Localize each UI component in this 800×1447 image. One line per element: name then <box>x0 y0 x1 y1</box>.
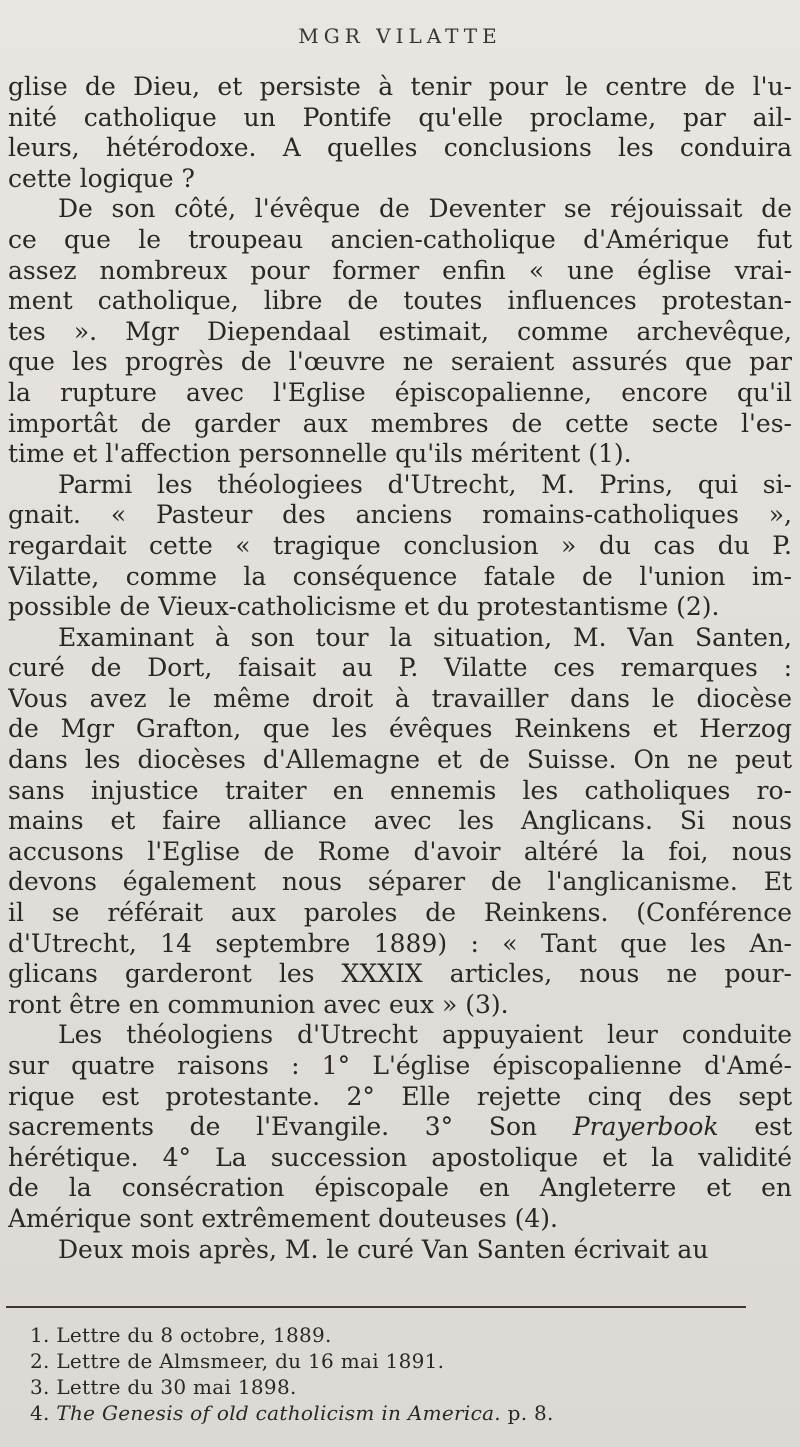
text-line: nité catholique un Pontife qu'elle proclame, par ail- <box>8 102 792 132</box>
line-segment: est <box>718 1112 792 1142</box>
footnote-divider <box>6 1306 746 1308</box>
text-line: tes ». Mgr Diependaal estimait, comme archevêque, <box>8 316 792 346</box>
footnote-3: 3. Lettre du 30 mai 1898. <box>30 1375 297 1399</box>
text-line: Amérique sont extrêmement douteuses (4). <box>8 1203 558 1233</box>
text-line: la rupture avec l'Eglise épiscopalienne, encore qu'il <box>8 377 792 407</box>
text-line: Vilatte, comme la conséquence fatale de l'union im- <box>8 561 792 591</box>
text-line: Deux mois après, M. le curé Van Santen écrivait au <box>58 1234 709 1264</box>
text-line: time et l'affection personnelle qu'ils méritent (1). <box>8 439 632 469</box>
footnote-4 <box>30 1400 790 1426</box>
text-line: il se référait aux paroles de Reinkens. (Conférence <box>8 898 792 928</box>
text-line-mixed <box>8 1112 792 1143</box>
text-line: d'Utrecht, 14 septembre 1889) : « Tant que les An- <box>8 928 792 958</box>
text-line: leurs, hétérodoxe. A quelles conclusions les conduira <box>8 133 792 163</box>
line-segment: sacrements de l'Evangile. 3° Son <box>8 1112 573 1142</box>
text-line: Examinant à son tour la situation, M. Van Santen, <box>58 622 792 652</box>
text-line: De son côté, l'évêque de Deventer se réjouissait de <box>58 194 792 224</box>
footnote-number: 4. <box>30 1401 57 1425</box>
text-line: assez nombreux pour former enfin « une église vrai- <box>8 255 792 285</box>
text-line: importât de garder aux membres de cette secte l'es- <box>8 408 792 438</box>
text-line: rique est protestante. 2° Elle rejette cinq des sept <box>8 1081 792 1111</box>
text-line: dans les diocèses d'Allemagne et de Suisse. On ne peut <box>8 745 792 775</box>
text-line: de la consécration épiscopale en Angleterre et en <box>8 1173 792 1203</box>
footnote-1: 1. Lettre du 8 octobre, 1889. <box>30 1323 332 1347</box>
footnote-2: 2. Lettre de Almsmeer, du 16 mai 1891. <box>30 1349 445 1373</box>
text-line: glicans garderont les XXXIX articles, nous ne pour- <box>8 959 792 989</box>
text-line: que les progrès de l'œuvre ne seraient assurés que par <box>8 347 792 377</box>
text-line: devons également nous séparer de l'anglicanisme. Et <box>8 867 792 897</box>
text-line: gnait. « Pasteur des anciens romains-catholiques », <box>8 500 792 530</box>
text-line: ront être en communion avec eux » (3). <box>8 989 509 1019</box>
text-line: Vous avez le même droit à travailler dans le diocèse <box>8 683 792 713</box>
text-line: ce que le troupeau ancien-catholique d'Amérique fut <box>8 224 792 254</box>
footnotes <box>30 1322 790 1426</box>
text-line: de Mgr Grafton, que les évêques Reinkens et Herzog <box>8 714 792 744</box>
text-line: sans injustice traiter en ennemis les catholiques ro- <box>8 775 792 805</box>
text-line: glise de Dieu, et persiste à tenir pour le centre de l'u- <box>8 72 792 101</box>
text-line: mains et faire alliance avec les Anglicans. Si nous <box>8 806 792 836</box>
text-line: curé de Dort, faisait au P. Vilatte ces remarques : <box>8 653 792 683</box>
text-line: ment catholique, libre de toutes influences protestan- <box>8 286 792 316</box>
text-line: accusons l'Eglise de Rome d'avoir altéré la foi, nous <box>8 836 792 866</box>
text-line: Parmi les théologiees d'Utrecht, M. Prins, qui si- <box>58 469 792 499</box>
body-text <box>8 72 792 1265</box>
text-line: possible de Vieux-catholicisme et du protestantisme (2). <box>8 592 720 622</box>
footnote-page: p. 8. <box>500 1401 554 1425</box>
book-title: The Genesis of old catholicism in America. <box>56 1401 501 1425</box>
text-line: hérétique. 4° La succession apostolique et la validité <box>8 1142 792 1172</box>
text-line: cette logique ? <box>8 163 195 193</box>
prayerbook-title: Prayerbook <box>572 1112 719 1142</box>
running-head: MGR VILATTE <box>298 24 502 48</box>
text-line: Les théologiens d'Utrecht appuyaient leur conduite <box>58 1020 792 1050</box>
text-line: regardait cette « tragique conclusion » du cas du P. <box>8 530 792 560</box>
text-line: sur quatre raisons : 1° L'église épiscopalienne d'Amé- <box>8 1051 792 1080</box>
